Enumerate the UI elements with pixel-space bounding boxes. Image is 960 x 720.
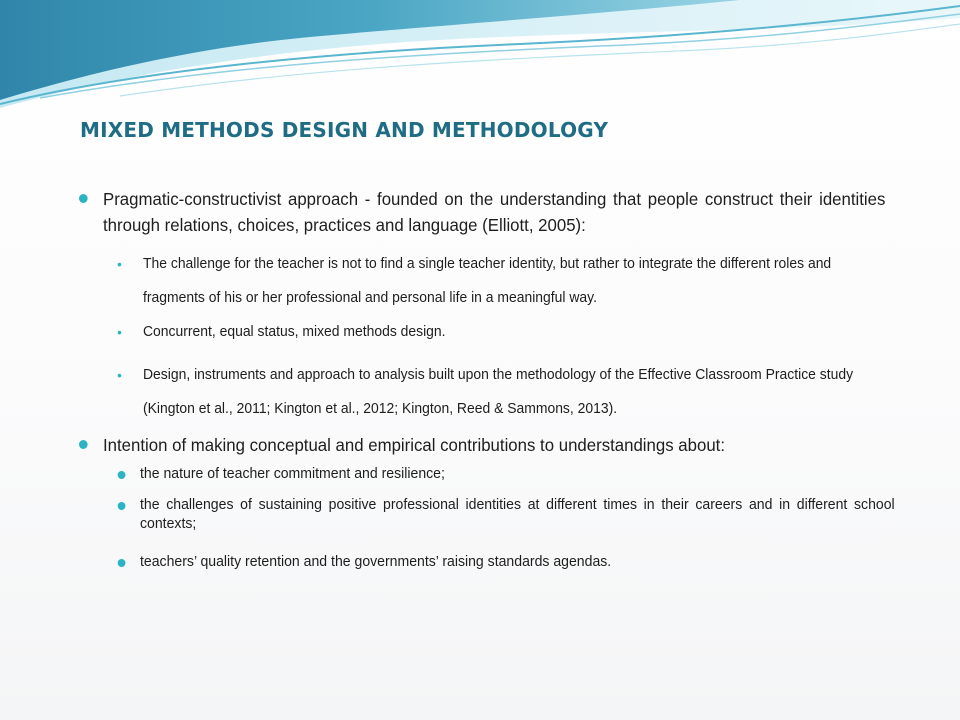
bullet-text: Pragmatic-constructivist approach - founded on the understanding that people construct their identities through relations, choices, practices and language (Elliott, 2005): — [103, 189, 886, 235]
subpoint-text: teachers’ quality retention and the governments’ raising standards agendas. — [140, 554, 612, 570]
subpoint-marker: • — [117, 324, 122, 340]
bullet-dot — [79, 194, 88, 203]
bullet-pragmatic-approach — [103, 186, 885, 238]
subpoint-quality-retention — [140, 553, 895, 572]
subpoint-marker: • — [117, 256, 122, 272]
subpoint-teacher-commitment — [140, 465, 895, 484]
bullet-intention — [103, 432, 885, 458]
subpoint-dot — [118, 559, 126, 567]
subpoint-text: the nature of teacher commitment and resilience; — [140, 466, 445, 482]
slide-title: MIXED METHODS DESIGN AND METHODOLOGY — [80, 118, 609, 142]
subpoint-text: Concurrent, equal status, mixed methods design. — [143, 324, 446, 340]
subpoint-text: Design, instruments and approach to analysis built upon the methodology of the Effective Classroom Practice study (Kington et al., 2011; Kington et al., 2012; Kington, Reed & Sammons, 2013). — [143, 367, 854, 417]
subpoint-text: the challenges of sustaining positive professional identities at different times in their careers and in different school contexts; — [140, 497, 895, 532]
subpoint-marker: • — [117, 367, 122, 383]
subpoint-dot — [118, 471, 126, 479]
subpoint-design-instruments — [117, 358, 887, 426]
subpoint-text: The challenge for the teacher is not to find a single teacher identity, but rather to integrate the different roles and fragments of his or her professional and personal life in a meaningful way. — [143, 256, 832, 306]
subpoint-teacher-challenge — [117, 247, 887, 315]
subpoint-professional-identities — [140, 496, 895, 534]
subpoint-dot — [118, 502, 126, 510]
bullet-dot — [79, 440, 88, 449]
subpoint-concurrent-design — [117, 315, 887, 349]
bullet-text: Intention of making conceptual and empirical contributions to understandings about: — [103, 435, 726, 455]
